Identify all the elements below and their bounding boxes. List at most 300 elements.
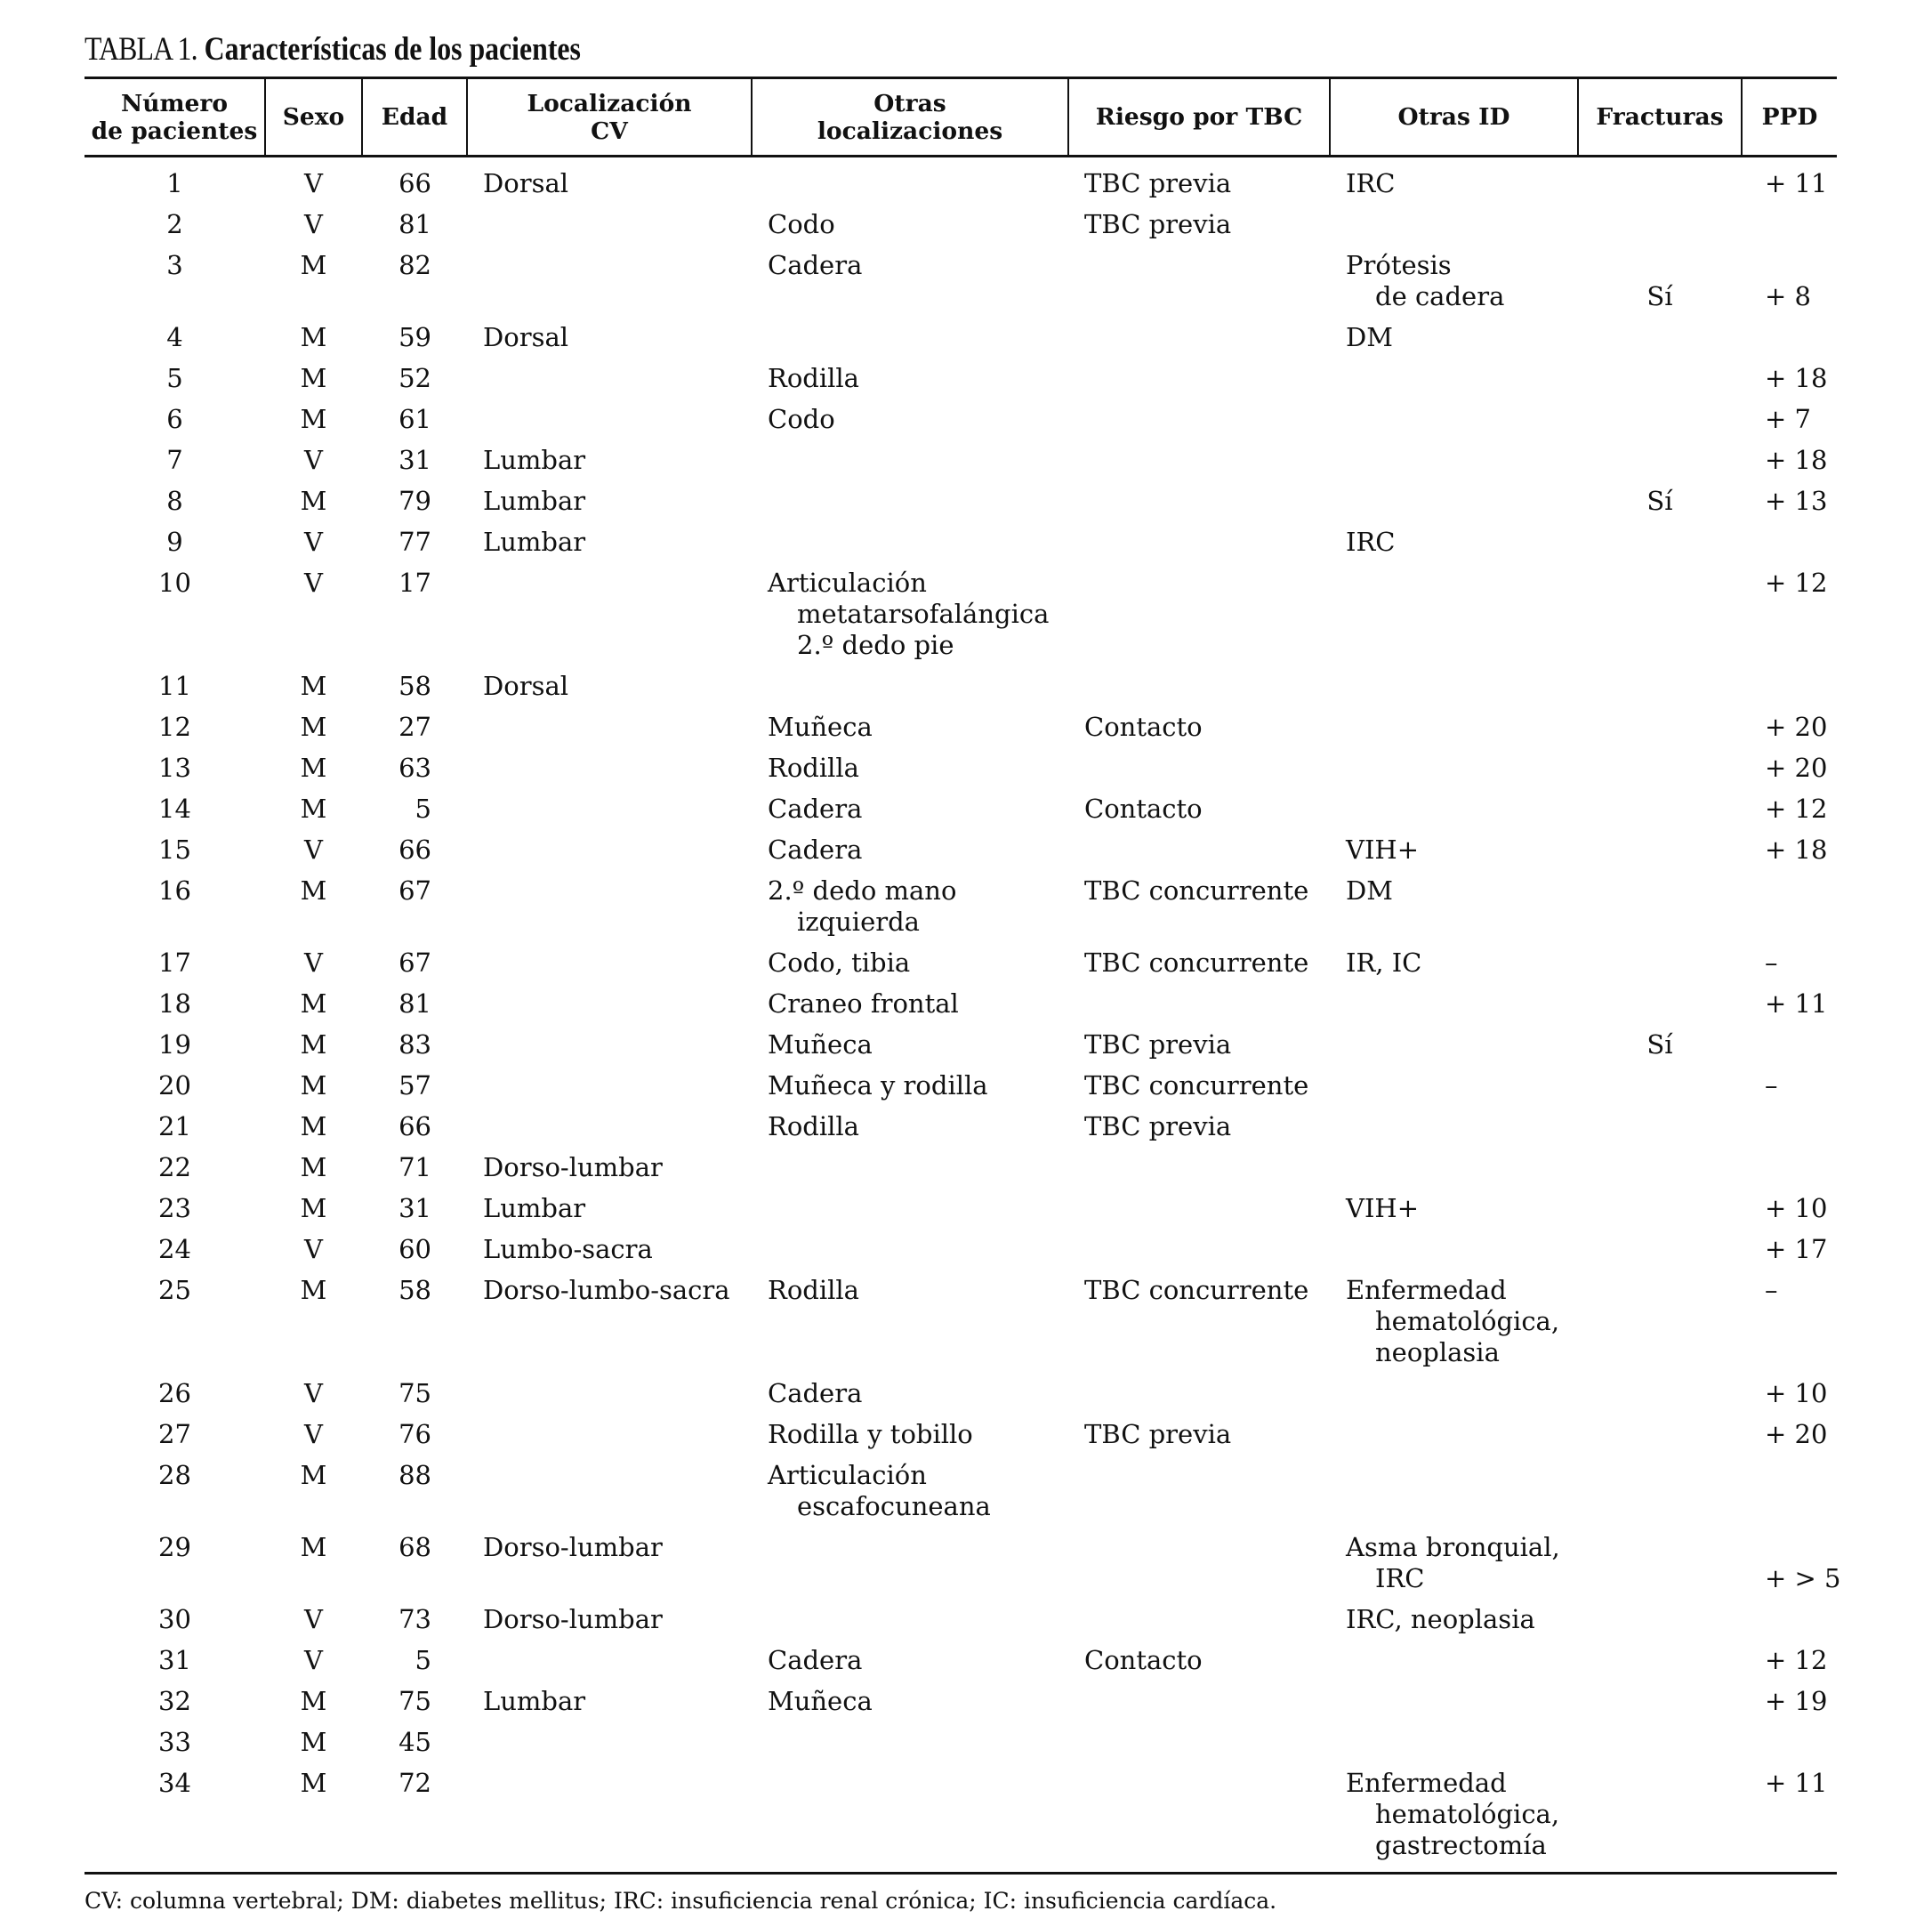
cell-riesgo-tbc <box>1068 1193 1330 1234</box>
cell-otras-localizaciones-line: Articulación <box>768 568 927 598</box>
cell-localizacion-cv <box>467 671 752 712</box>
cell-otras-localizaciones <box>752 1378 1068 1419</box>
cell-otras-id <box>1330 1029 1578 1070</box>
cell-otras-localizaciones <box>752 834 1068 875</box>
cell-riesgo-tbc <box>1068 753 1330 794</box>
cell-fracturas <box>1578 1460 1742 1532</box>
cell-riesgo-tbc <box>1068 834 1330 875</box>
cell-riesgo-tbc <box>1068 1419 1330 1460</box>
table-row <box>85 486 1837 527</box>
cell-numero: 12 <box>158 712 191 742</box>
header-sexo: Sexo <box>265 78 362 157</box>
cell-fracturas <box>1578 1111 1742 1152</box>
cell-otras-localizaciones <box>752 1275 1068 1378</box>
cell-edad: 66 <box>398 168 431 198</box>
cell-sexo: M <box>300 404 327 434</box>
cell-numero: 19 <box>158 1029 191 1060</box>
cell-edad: 71 <box>398 1152 431 1182</box>
cell-riesgo-tbc <box>1068 1686 1330 1727</box>
cell-localizacion-cv <box>467 1378 752 1419</box>
cell-localizacion-cv-line: Lumbar <box>483 1193 586 1223</box>
cell-localizacion-cv <box>467 250 752 322</box>
cell-riesgo-tbc <box>1068 794 1330 834</box>
cell-numero: 20 <box>158 1070 191 1101</box>
cell-otras-id-line: IRC, neoplasia <box>1346 1604 1535 1634</box>
cell-localizacion-cv-line: Dorsal <box>483 671 569 701</box>
cell-localizacion-cv-line: Dorso-lumbar <box>483 1152 663 1182</box>
table-row <box>85 1419 1837 1460</box>
cell-otras-localizaciones <box>752 712 1068 753</box>
cell-edad: 83 <box>398 1029 431 1060</box>
cell-otras-localizaciones <box>752 1768 1068 1872</box>
cell-riesgo-tbc-line: TBC concurrente <box>1084 1275 1309 1305</box>
table-row <box>85 1193 1837 1234</box>
cell-otras-id <box>1330 1604 1578 1645</box>
header-otras-id: Otras ID <box>1330 78 1578 157</box>
cell-fracturas <box>1578 671 1742 712</box>
cell-otras-localizaciones-line: Cadera <box>768 834 863 865</box>
cell-edad: 17 <box>398 568 431 598</box>
cell-fracturas <box>1578 753 1742 794</box>
cell-fracturas <box>1578 1645 1742 1686</box>
cell-localizacion-cv <box>467 1070 752 1111</box>
table-body <box>85 157 1841 1873</box>
cell-otras-id <box>1330 1193 1578 1234</box>
cell-riesgo-tbc <box>1068 1152 1330 1193</box>
cell-otras-localizaciones-line: Articulación <box>768 1460 927 1490</box>
cell-riesgo-tbc-line: TBC concurrente <box>1084 947 1309 978</box>
cell-otras-localizaciones-line: Codo, tibia <box>768 947 911 978</box>
cell-riesgo-tbc <box>1068 250 1330 322</box>
cell-numero: 23 <box>158 1193 191 1223</box>
cell-sexo: V <box>304 527 323 557</box>
cell-riesgo-tbc-line: TBC concurrente <box>1084 875 1309 906</box>
cell-fracturas <box>1578 794 1742 834</box>
cell-edad: 75 <box>398 1378 431 1408</box>
cell-otras-id-line: Prótesis <box>1346 250 1452 280</box>
cell-otras-localizaciones <box>752 404 1068 445</box>
cell-localizacion-cv <box>467 486 752 527</box>
cell-numero: 30 <box>158 1604 191 1634</box>
cell-localizacion-cv <box>467 988 752 1029</box>
cell-otras-id <box>1330 753 1578 794</box>
table-row <box>85 834 1837 875</box>
cell-edad: 82 <box>398 250 431 280</box>
cell-otras-id-line: IRC <box>1375 1563 1425 1593</box>
cell-otras-localizaciones <box>752 250 1068 322</box>
table-caption <box>85 27 1591 77</box>
cell-otras-localizaciones-line: 2.º dedo pie <box>797 630 954 660</box>
cell-otras-localizaciones <box>752 1532 1068 1604</box>
cell-sexo: M <box>300 988 327 1019</box>
cell-localizacion-cv <box>467 1604 752 1645</box>
cell-numero: 11 <box>158 671 191 701</box>
cell-otras-id <box>1330 568 1578 671</box>
cell-otras-localizaciones <box>752 157 1068 210</box>
cell-fracturas <box>1578 445 1742 486</box>
table-row <box>85 1686 1837 1727</box>
cell-ppd: + 11 <box>1765 168 1828 198</box>
cell-sexo: V <box>304 209 323 239</box>
table-row <box>85 1152 1837 1193</box>
cell-localizacion-cv <box>467 875 752 947</box>
cell-localizacion-cv-line: Dorsal <box>483 168 569 198</box>
cell-riesgo-tbc <box>1068 1460 1330 1532</box>
cell-otras-id <box>1330 445 1578 486</box>
table-header <box>85 78 1837 157</box>
cell-edad: 66 <box>398 1111 431 1141</box>
cell-edad: 31 <box>398 445 431 475</box>
cell-otras-localizaciones <box>752 322 1068 363</box>
cell-sexo: M <box>300 1029 327 1060</box>
cell-otras-localizaciones <box>752 1029 1068 1070</box>
header-riesgo-tbc: Riesgo por TBC <box>1068 78 1330 157</box>
cell-otras-localizaciones <box>752 671 1068 712</box>
cell-otras-id <box>1330 250 1578 322</box>
table-row <box>85 1460 1837 1532</box>
cell-sexo: M <box>300 1070 327 1101</box>
cell-localizacion-cv <box>467 445 752 486</box>
cell-fracturas <box>1578 1768 1742 1872</box>
cell-sexo: M <box>300 1111 327 1141</box>
cell-localizacion-cv <box>467 157 752 210</box>
cell-localizacion-cv <box>467 794 752 834</box>
cell-numero: 28 <box>158 1460 191 1490</box>
cell-riesgo-tbc <box>1068 1029 1330 1070</box>
cell-numero: 21 <box>158 1111 191 1141</box>
cell-edad: 63 <box>398 753 431 783</box>
cell-numero: 5 <box>166 363 183 393</box>
header-fracturas: Fracturas <box>1578 78 1742 157</box>
cell-edad: 81 <box>398 209 431 239</box>
cell-sexo: M <box>300 875 327 906</box>
cell-otras-localizaciones-line: Muñeca <box>768 712 873 742</box>
cell-ppd: + 8 <box>1765 281 1811 311</box>
cell-fracturas: Sí <box>1646 281 1673 311</box>
cell-numero: 14 <box>158 794 191 824</box>
cell-numero: 33 <box>158 1727 191 1757</box>
cell-riesgo-tbc <box>1068 1234 1330 1275</box>
cell-riesgo-tbc <box>1068 1378 1330 1419</box>
cell-sexo: V <box>304 1234 323 1264</box>
table-row <box>85 1275 1837 1378</box>
cell-localizacion-cv-line: Lumbar <box>483 445 586 475</box>
cell-otras-id <box>1330 322 1578 363</box>
cell-edad: 77 <box>398 527 431 557</box>
cell-otras-localizaciones-line: metatarsofalángica <box>797 599 1050 629</box>
table-figure <box>85 27 1841 1919</box>
cell-localizacion-cv <box>467 1686 752 1727</box>
table-row <box>85 209 1837 250</box>
cell-riesgo-tbc <box>1068 875 1330 947</box>
cell-otras-id <box>1330 363 1578 404</box>
cell-riesgo-tbc-line: Contacto <box>1084 712 1203 742</box>
cell-otras-id-line: hematológica, <box>1375 1306 1560 1336</box>
table-footnote: CV: columna vertebral; DM: diabetes mellitus; IRC: insuficiencia renal crónica; IC: insuficiencia cardíaca. <box>85 1888 1277 1914</box>
cell-fracturas <box>1578 1727 1742 1768</box>
cell-otras-localizaciones <box>752 568 1068 671</box>
cell-otras-id <box>1330 1645 1578 1686</box>
cell-fracturas <box>1578 1070 1742 1111</box>
cell-localizacion-cv <box>467 1234 752 1275</box>
cell-otras-localizaciones <box>752 1686 1068 1727</box>
cell-localizacion-cv <box>467 322 752 363</box>
cell-riesgo-tbc <box>1068 671 1330 712</box>
cell-numero: 8 <box>166 486 183 516</box>
cell-fracturas <box>1578 157 1742 210</box>
table-row <box>85 157 1837 210</box>
cell-edad: 76 <box>398 1419 431 1449</box>
cell-localizacion-cv <box>467 1029 752 1070</box>
cell-otras-id-line: VIH+ <box>1346 834 1419 865</box>
cell-otras-localizaciones <box>752 209 1068 250</box>
cell-otras-id <box>1330 794 1578 834</box>
cell-localizacion-cv <box>467 1727 752 1768</box>
cell-numero: 32 <box>158 1686 191 1716</box>
table-caption-title: Características de los pacientes <box>204 31 581 68</box>
cell-edad: 66 <box>398 834 431 865</box>
cell-sexo: M <box>300 322 327 352</box>
cell-ppd: + 11 <box>1765 988 1828 1019</box>
cell-otras-localizaciones <box>752 947 1068 988</box>
cell-otras-id <box>1330 875 1578 947</box>
cell-edad: 5 <box>415 1645 431 1675</box>
cell-otras-id-line: DM <box>1346 322 1393 352</box>
cell-localizacion-cv-line: Lumbo-sacra <box>483 1234 653 1264</box>
cell-sexo: M <box>300 753 327 783</box>
cell-otras-id <box>1330 486 1578 527</box>
cell-localizacion-cv <box>467 568 752 671</box>
cell-sexo: M <box>300 1686 327 1716</box>
cell-sexo: V <box>304 168 323 198</box>
cell-fracturas <box>1578 1604 1742 1645</box>
header-edad: Edad <box>362 78 467 157</box>
cell-fracturas <box>1578 875 1742 947</box>
cell-numero: 22 <box>158 1152 191 1182</box>
table-row <box>85 794 1837 834</box>
cell-ppd <box>1742 1029 1837 1070</box>
cell-localizacion-cv <box>467 363 752 404</box>
cell-ppd: + 12 <box>1765 1645 1828 1675</box>
cell-localizacion-cv <box>467 1532 752 1604</box>
cell-otras-localizaciones-line: Rodilla <box>768 1275 859 1305</box>
cell-otras-localizaciones-line: Muñeca y rodilla <box>768 1070 988 1101</box>
cell-otras-id <box>1330 209 1578 250</box>
table-row <box>85 1532 1837 1604</box>
cell-otras-id <box>1330 988 1578 1029</box>
cell-numero: 4 <box>166 322 183 352</box>
cell-otras-id <box>1330 1768 1578 1872</box>
cell-ppd: + 7 <box>1765 404 1811 434</box>
table-row <box>85 1070 1837 1111</box>
cell-riesgo-tbc <box>1068 568 1330 671</box>
cell-riesgo-tbc <box>1068 209 1330 250</box>
cell-otras-localizaciones <box>752 1152 1068 1193</box>
cell-edad: 75 <box>398 1686 431 1716</box>
table-bottom-rule <box>85 1872 1837 1875</box>
cell-numero: 26 <box>158 1378 191 1408</box>
cell-riesgo-tbc <box>1068 1768 1330 1872</box>
cell-riesgo-tbc-line: TBC previa <box>1084 1419 1232 1449</box>
cell-riesgo-tbc <box>1068 404 1330 445</box>
cell-otras-id <box>1330 712 1578 753</box>
cell-localizacion-cv <box>467 404 752 445</box>
cell-numero: 7 <box>166 445 183 475</box>
cell-ppd <box>1742 322 1837 363</box>
table-row <box>85 250 1837 322</box>
cell-fracturas <box>1578 322 1742 363</box>
cell-sexo: M <box>300 1275 327 1305</box>
cell-riesgo-tbc-line: Contacto <box>1084 1645 1203 1675</box>
cell-sexo: M <box>300 1152 327 1182</box>
cell-ppd <box>1742 671 1837 712</box>
table-row <box>85 404 1837 445</box>
cell-localizacion-cv-line: Dorso-lumbo-sacra <box>483 1275 730 1305</box>
cell-ppd: + 19 <box>1765 1686 1828 1716</box>
cell-localizacion-cv-line: Dorsal <box>483 322 569 352</box>
cell-edad: 79 <box>398 486 431 516</box>
cell-otras-localizaciones <box>752 1193 1068 1234</box>
cell-ppd <box>1742 527 1837 568</box>
cell-edad: 5 <box>415 794 431 824</box>
cell-fracturas <box>1578 1378 1742 1419</box>
cell-fracturas: Sí <box>1646 1029 1673 1060</box>
cell-otras-localizaciones-line: Cadera <box>768 794 863 824</box>
cell-edad: 45 <box>398 1727 431 1757</box>
cell-otras-id-line: Enfermedad <box>1346 1768 1507 1798</box>
cell-ppd: – <box>1765 947 1778 978</box>
table-row <box>85 1604 1837 1645</box>
table-row <box>85 947 1837 988</box>
cell-numero: 17 <box>158 947 191 978</box>
cell-edad: 57 <box>398 1070 431 1101</box>
cell-otras-localizaciones-line: Cadera <box>768 1378 863 1408</box>
cell-otras-id <box>1330 947 1578 988</box>
cell-sexo: M <box>300 250 327 280</box>
cell-otras-localizaciones <box>752 794 1068 834</box>
cell-numero: 29 <box>158 1532 191 1562</box>
cell-riesgo-tbc <box>1068 712 1330 753</box>
cell-numero: 27 <box>158 1419 191 1449</box>
cell-riesgo-tbc-line: Contacto <box>1084 794 1203 824</box>
table-row <box>85 1378 1837 1419</box>
cell-ppd: + 12 <box>1765 794 1828 824</box>
cell-localizacion-cv <box>467 834 752 875</box>
cell-sexo: M <box>300 486 327 516</box>
cell-otras-localizaciones-line: Muñeca <box>768 1029 873 1060</box>
cell-ppd: + 20 <box>1765 1419 1828 1449</box>
cell-edad: 31 <box>398 1193 431 1223</box>
cell-localizacion-cv <box>467 1193 752 1234</box>
cell-sexo: M <box>300 794 327 824</box>
cell-fracturas <box>1578 947 1742 988</box>
cell-riesgo-tbc <box>1068 947 1330 988</box>
cell-sexo: V <box>304 1645 323 1675</box>
cell-sexo: V <box>304 1378 323 1408</box>
cell-numero: 13 <box>158 753 191 783</box>
cell-numero: 25 <box>158 1275 191 1305</box>
cell-otras-id-line: VIH+ <box>1346 1193 1419 1223</box>
table-row <box>85 568 1837 671</box>
cell-ppd <box>1742 209 1837 250</box>
cell-riesgo-tbc-line: TBC previa <box>1084 1111 1232 1141</box>
cell-numero: 3 <box>166 250 183 280</box>
cell-fracturas <box>1578 209 1742 250</box>
cell-otras-id <box>1330 1152 1578 1193</box>
cell-otras-id-line: de cadera <box>1375 281 1505 311</box>
cell-localizacion-cv <box>467 1460 752 1532</box>
cell-otras-id <box>1330 671 1578 712</box>
cell-otras-localizaciones <box>752 1234 1068 1275</box>
cell-ppd: + 18 <box>1765 363 1828 393</box>
cell-numero: 2 <box>166 209 183 239</box>
cell-otras-id <box>1330 404 1578 445</box>
cell-riesgo-tbc <box>1068 988 1330 1029</box>
cell-otras-localizaciones <box>752 1070 1068 1111</box>
cell-ppd: + 10 <box>1765 1378 1828 1408</box>
cell-ppd: + 20 <box>1765 712 1828 742</box>
cell-riesgo-tbc-line: TBC previa <box>1084 209 1232 239</box>
table-row <box>85 1029 1837 1070</box>
cell-edad: 88 <box>398 1460 431 1490</box>
cell-riesgo-tbc <box>1068 363 1330 404</box>
cell-numero: 34 <box>158 1768 191 1798</box>
cell-otras-localizaciones-line: Codo <box>768 404 835 434</box>
cell-fracturas <box>1578 1193 1742 1234</box>
cell-sexo: V <box>304 445 323 475</box>
cell-localizacion-cv-line: Lumbar <box>483 527 586 557</box>
cell-localizacion-cv-line: Lumbar <box>483 486 586 516</box>
patients-table <box>85 77 1841 1872</box>
cell-numero: 10 <box>158 568 191 598</box>
table-row <box>85 322 1837 363</box>
cell-otras-id <box>1330 1532 1578 1604</box>
cell-riesgo-tbc <box>1068 1275 1330 1378</box>
cell-numero: 18 <box>158 988 191 1019</box>
cell-otras-id-line: Asma bronquial, <box>1346 1532 1560 1562</box>
cell-ppd: + > 5 <box>1765 1563 1841 1593</box>
cell-otras-localizaciones-line: Muñeca <box>768 1686 873 1716</box>
cell-sexo: V <box>304 947 323 978</box>
cell-localizacion-cv-line: Dorso-lumbar <box>483 1604 663 1634</box>
cell-sexo: M <box>300 671 327 701</box>
cell-sexo: V <box>304 568 323 598</box>
cell-localizacion-cv <box>467 1275 752 1378</box>
cell-sexo: M <box>300 1768 327 1798</box>
cell-ppd <box>1742 875 1837 947</box>
cell-riesgo-tbc <box>1068 1727 1330 1768</box>
cell-otras-localizaciones-line: Rodilla <box>768 363 859 393</box>
cell-otras-id <box>1330 1275 1578 1378</box>
cell-riesgo-tbc <box>1068 157 1330 210</box>
cell-localizacion-cv-line: Dorso-lumbar <box>483 1532 663 1562</box>
cell-otras-localizaciones <box>752 486 1068 527</box>
cell-otras-id <box>1330 1111 1578 1152</box>
cell-otras-id-line: IR, IC <box>1346 947 1422 978</box>
cell-numero: 31 <box>158 1645 191 1675</box>
cell-otras-id-line: IRC <box>1346 527 1396 557</box>
cell-numero: 1 <box>166 168 183 198</box>
cell-fracturas <box>1578 1532 1742 1604</box>
cell-fracturas <box>1578 1686 1742 1727</box>
cell-edad: 59 <box>398 322 431 352</box>
cell-sexo: M <box>300 363 327 393</box>
cell-otras-localizaciones <box>752 1727 1068 1768</box>
cell-localizacion-cv <box>467 527 752 568</box>
cell-otras-localizaciones-line: escafocuneana <box>797 1491 991 1521</box>
cell-localizacion-cv <box>467 1419 752 1460</box>
header-localizacion-cv: Localización CV <box>467 78 752 157</box>
